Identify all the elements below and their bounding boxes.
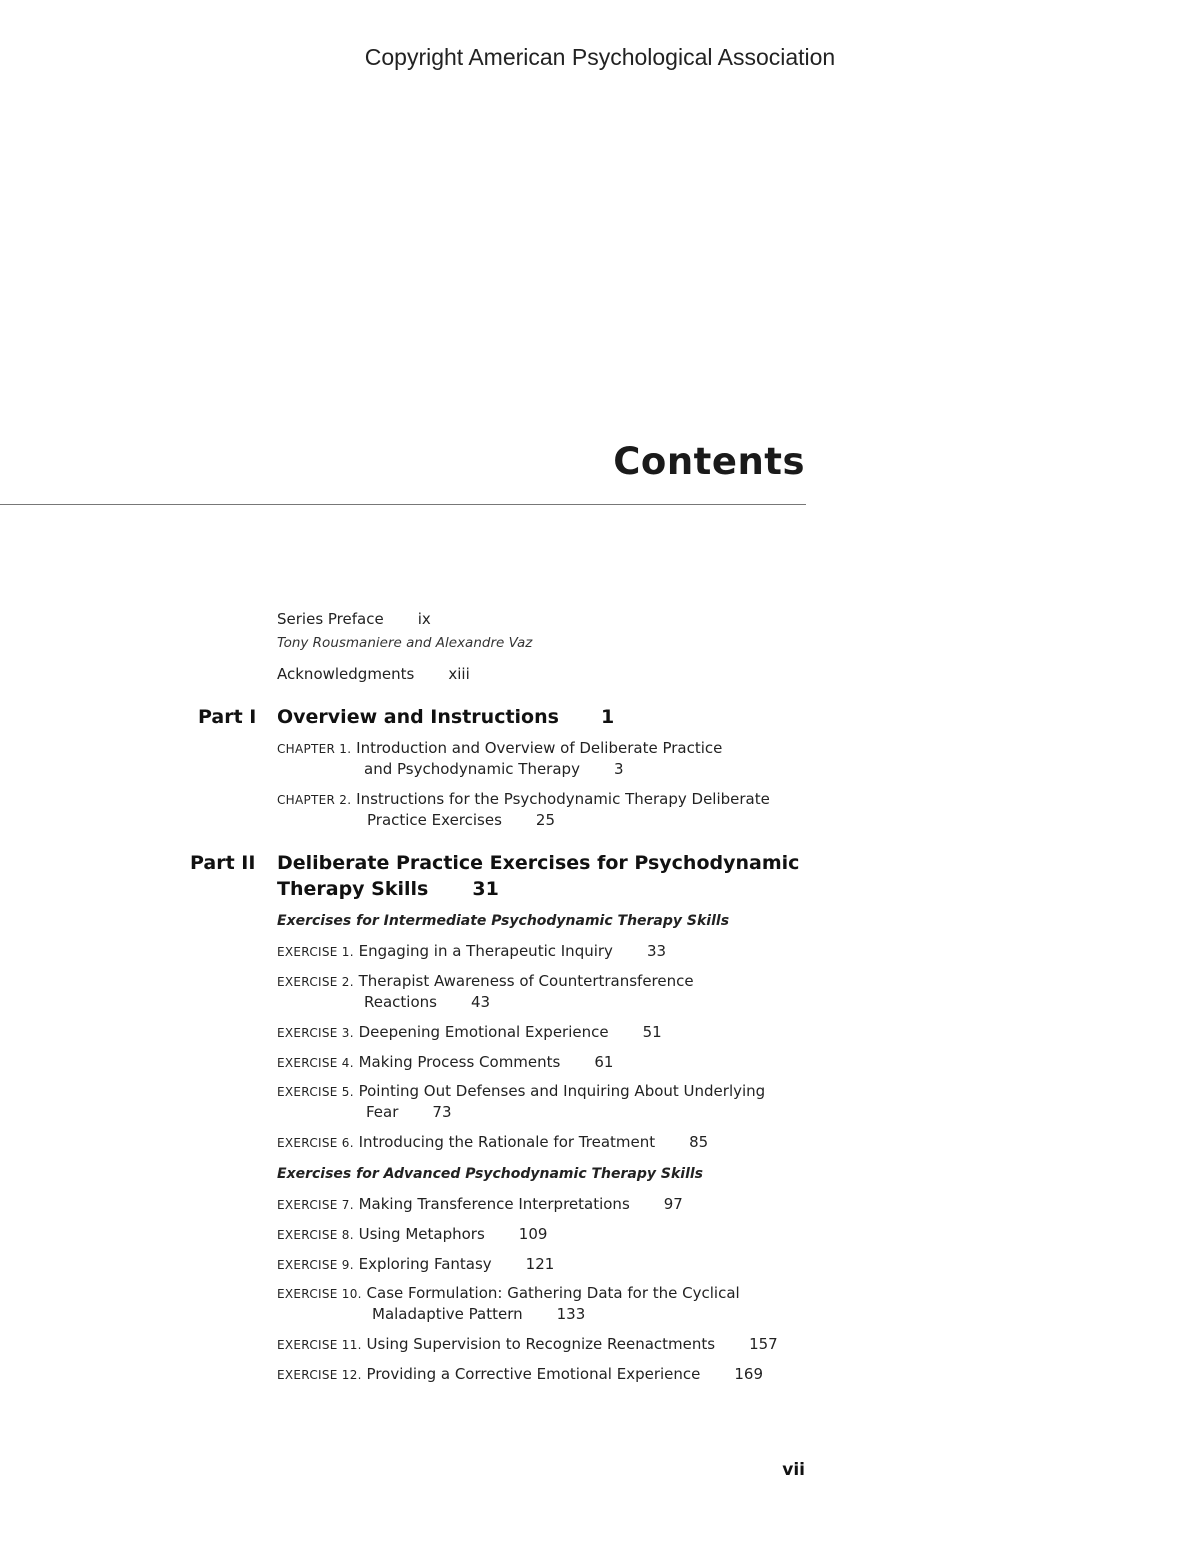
entry-page: 157 xyxy=(749,1335,778,1353)
toc-entry-exercise-1[interactable] xyxy=(277,942,666,960)
entry-page: 1 xyxy=(600,706,615,728)
exercise-title: Introducing the Rationale for Treatment xyxy=(358,1133,656,1151)
part-label: Part I xyxy=(198,706,257,728)
toc-entry-exercise-9[interactable] xyxy=(277,1255,554,1273)
toc-entry-part-2[interactable]: Deliberate Practice Exercises for Psychodynamic xyxy=(277,852,800,874)
exercise-title: Making Transference Interpretations xyxy=(358,1195,630,1213)
exercise-tag: EXERCISE 7. xyxy=(277,1198,354,1212)
chapter-title: Introduction and Overview of Deliberate Practice xyxy=(356,739,723,757)
exercise-title: Using Supervision to Recognize Reenactments xyxy=(366,1335,716,1353)
entry-page: 61 xyxy=(594,1053,614,1071)
entry-page: 73 xyxy=(432,1103,452,1121)
toc-entry-exercise-4[interactable] xyxy=(277,1053,613,1071)
series-preface-authors: Tony Rousmaniere and Alexandre Vaz xyxy=(277,635,533,651)
chapter-tag: CHAPTER 2. xyxy=(277,793,352,807)
exercise-title-continued: Fear 73 xyxy=(366,1103,452,1121)
entry-page: 121 xyxy=(525,1255,555,1273)
toc-entry-acknowledgments[interactable] xyxy=(277,665,470,683)
entry-page: 51 xyxy=(642,1023,662,1041)
toc-entry-series-preface[interactable] xyxy=(277,610,431,628)
part-title-continued: Therapy Skills 31 xyxy=(277,878,499,900)
section-heading-intermediate: Exercises for Intermediate Psychodynamic Therapy Skills xyxy=(277,913,730,929)
entry-label: Acknowledgments xyxy=(277,665,415,683)
exercise-tag: EXERCISE 10. xyxy=(277,1287,362,1301)
exercise-tag: EXERCISE 9. xyxy=(277,1258,354,1272)
exercise-title: Case Formulation: Gathering Data for the Cyclical xyxy=(366,1284,740,1302)
section-heading-advanced: Exercises for Advanced Psychodynamic Therapy Skills xyxy=(277,1166,704,1182)
toc-entry-exercise-8[interactable] xyxy=(277,1225,547,1243)
exercise-title: Making Process Comments xyxy=(358,1053,561,1071)
entry-page: 85 xyxy=(689,1133,709,1151)
exercise-tag: EXERCISE 3. xyxy=(277,1026,354,1040)
entry-page: 97 xyxy=(663,1195,683,1213)
toc-entry-exercise-7[interactable] xyxy=(277,1195,683,1213)
page-title: Contents xyxy=(613,440,805,483)
exercise-title: Therapist Awareness of Countertransference xyxy=(358,972,694,990)
exercise-title-continued: Reactions 43 xyxy=(364,993,491,1011)
entry-page: 169 xyxy=(734,1365,764,1383)
entry-page: 25 xyxy=(535,811,556,829)
toc-entry-exercise-2[interactable] xyxy=(277,972,694,990)
toc-entry-exercise-5[interactable] xyxy=(277,1082,765,1100)
toc-entry-chapter-2[interactable] xyxy=(277,790,770,808)
exercise-tag: EXERCISE 2. xyxy=(277,975,354,989)
toc-entry-exercise-3[interactable] xyxy=(277,1023,662,1041)
chapter-title: Instructions for the Psychodynamic Therapy Deliberate xyxy=(356,790,770,808)
entry-page: xiii xyxy=(448,665,470,683)
exercise-title: Pointing Out Defenses and Inquiring About Underlying xyxy=(358,1082,766,1100)
entry-page: 109 xyxy=(518,1225,548,1243)
toc-entry-exercise-12[interactable] xyxy=(277,1365,763,1383)
part-title: Overview and Instructions xyxy=(277,706,559,728)
toc-entry-exercise-10[interactable] xyxy=(277,1284,740,1302)
toc-entry-exercise-6[interactable] xyxy=(277,1133,708,1151)
page-number: vii xyxy=(782,1460,805,1480)
exercise-title: Exploring Fantasy xyxy=(358,1255,492,1273)
part-label: Part II xyxy=(190,852,256,874)
exercise-tag: EXERCISE 5. xyxy=(277,1085,354,1099)
chapter-title-continued: Practice Exercises 25 xyxy=(367,811,556,829)
chapter-title-continued: and Psychodynamic Therapy 3 xyxy=(364,760,624,778)
toc-entry-exercise-11[interactable] xyxy=(277,1335,778,1353)
entry-page: 43 xyxy=(470,993,491,1011)
exercise-title-continued: Maladaptive Pattern 133 xyxy=(372,1305,586,1323)
exercise-title: Deepening Emotional Experience xyxy=(358,1023,609,1041)
entry-page: 3 xyxy=(613,760,624,778)
entry-page: ix xyxy=(417,610,431,628)
toc-entry-chapter-1[interactable] xyxy=(277,739,722,757)
copyright-notice: Copyright American Psychological Association xyxy=(364,44,836,70)
exercise-tag: EXERCISE 11. xyxy=(277,1338,362,1352)
entry-page: 33 xyxy=(646,942,667,960)
chapter-tag: CHAPTER 1. xyxy=(277,742,352,756)
exercise-title: Providing a Corrective Emotional Experience xyxy=(366,1365,701,1383)
exercise-tag: EXERCISE 1. xyxy=(277,945,354,959)
entry-label: Series Preface xyxy=(277,610,384,628)
exercise-tag: EXERCISE 6. xyxy=(277,1136,354,1150)
entry-page: 133 xyxy=(556,1305,586,1323)
toc-entry-part-1[interactable] xyxy=(277,706,614,728)
exercise-tag: EXERCISE 4. xyxy=(277,1056,354,1070)
exercise-tag: EXERCISE 8. xyxy=(277,1228,354,1242)
entry-page: 31 xyxy=(472,878,499,900)
exercise-tag: EXERCISE 12. xyxy=(277,1368,362,1382)
exercise-title: Using Metaphors xyxy=(358,1225,485,1243)
exercise-title: Engaging in a Therapeutic Inquiry xyxy=(358,942,613,960)
